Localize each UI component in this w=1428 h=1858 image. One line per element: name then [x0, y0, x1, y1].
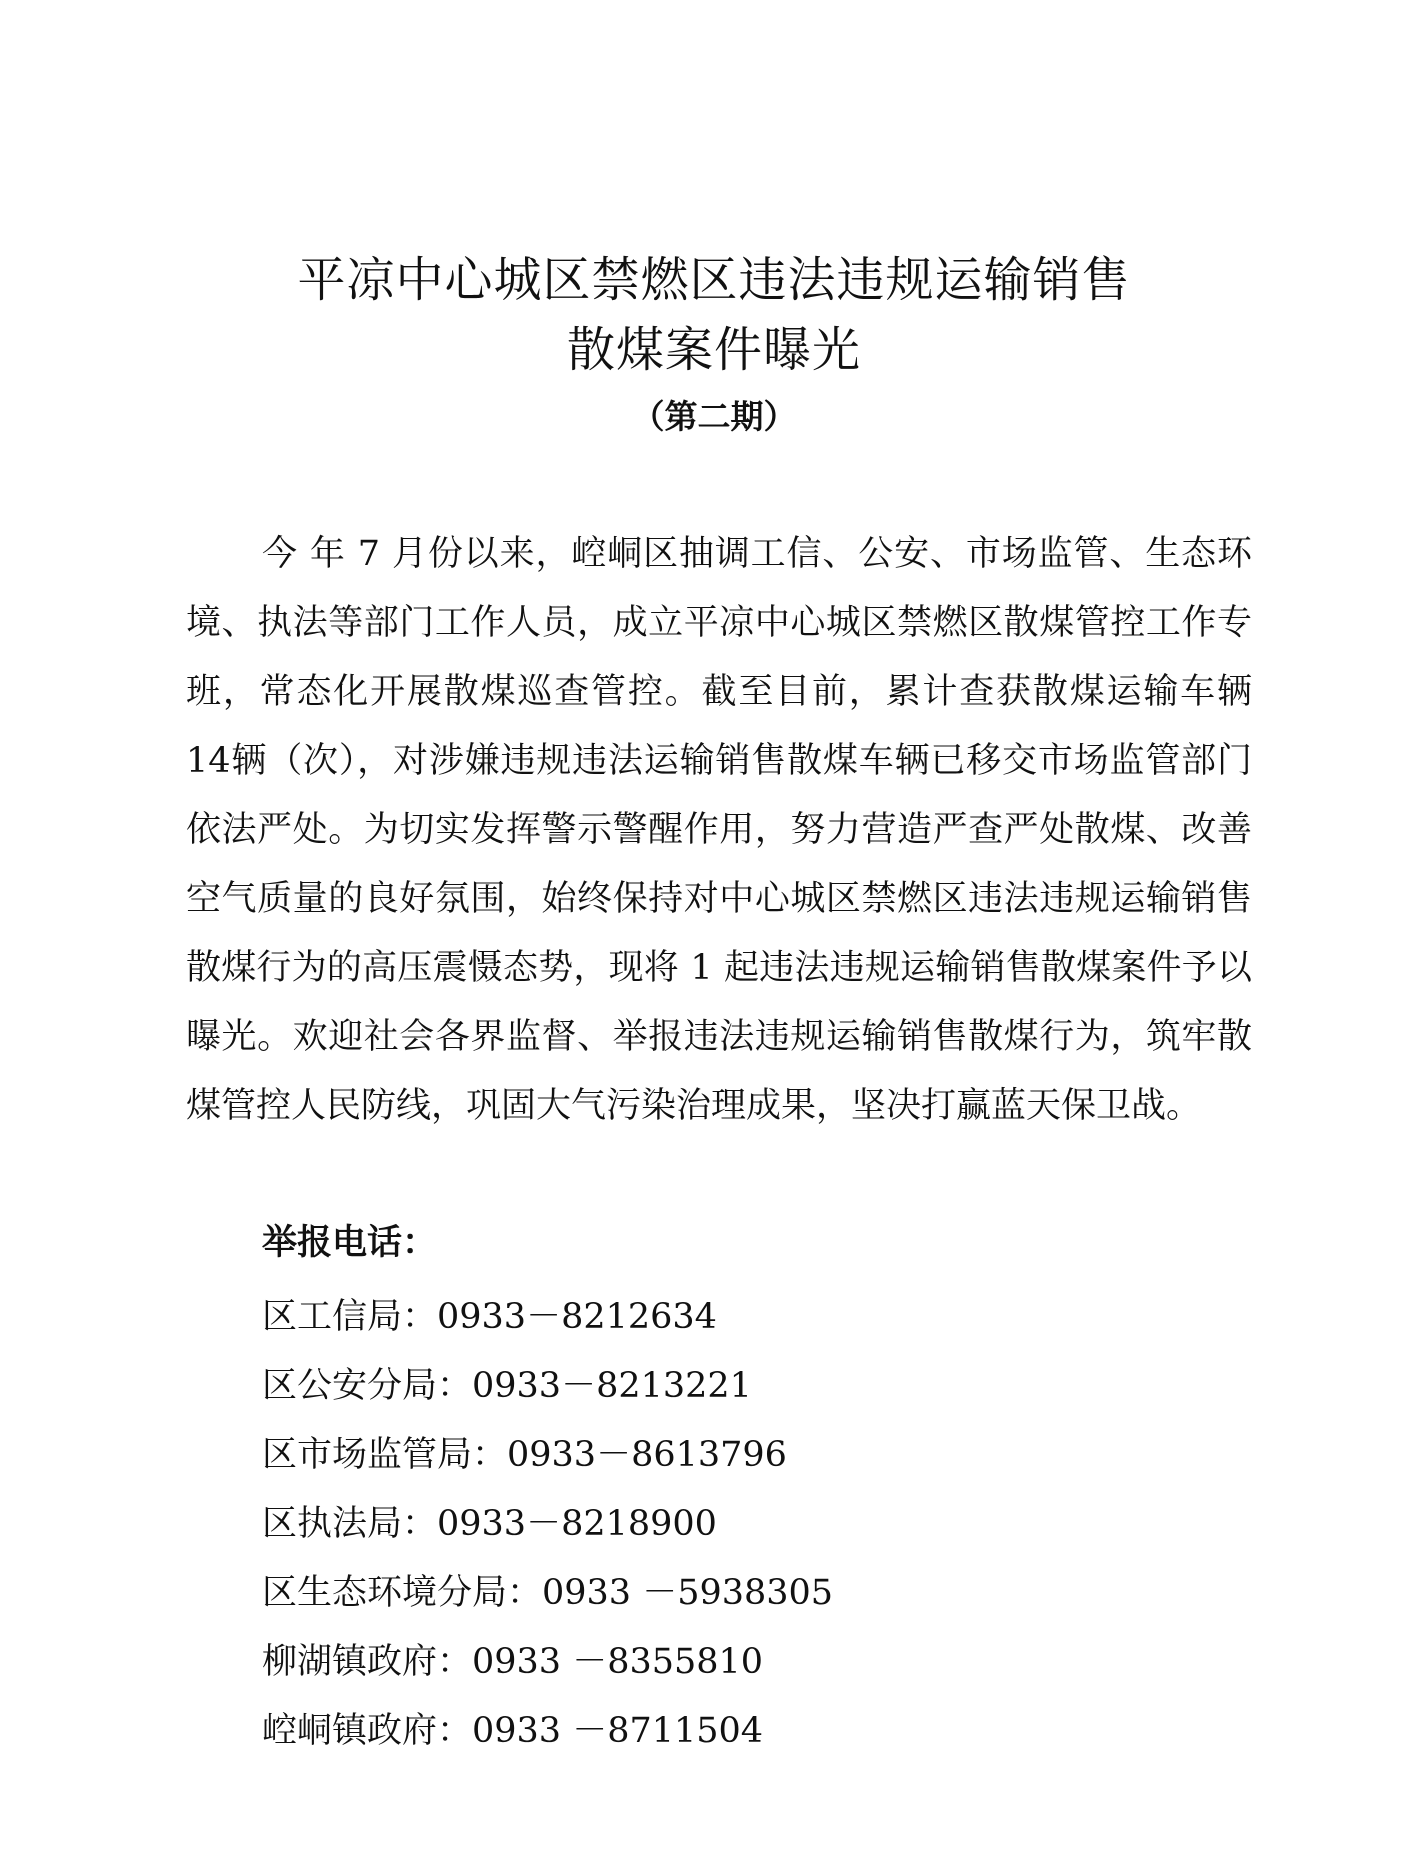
hotline-item: 崆峒镇政府：0933 －8711504 — [262, 1711, 764, 1751]
hotline-item: 区执法局：0933－8218900 — [262, 1504, 717, 1544]
hotline-item: 区工信局：0933－8212634 — [262, 1297, 717, 1337]
hotline-heading: 举报电话： — [262, 1223, 438, 1263]
hotline-item: 区市场监管局：0933－8613796 — [262, 1435, 787, 1475]
body-paragraph: 今 年 7 月份以来，崆峒区抽调工信、公安、市场监管、生态环境、执法等部门工作人员，成立平凉中心城区禁燃区散煤管控工作专班，常态化开展散煤巡查管控。截至目前，累计查获散煤运输车辆 14辆（次），对涉嫌违规违法运输销售散煤车辆已移交市场监管部门依法严处。为切实发挥警示警醒作用，努力营造严查严处散煤、改善空气质量的良好氛围，始终保持对中心城区禁燃区违法违规运输销售散煤行为的高压震慑态势，现将 1 起违法违规运输销售散煤案件予以曝光。欢迎社会各界监督、举报违法违规运输销售散煤行为，筑牢散煤管控人民防线，巩固大气污染治理成果，坚决打赢蓝天保卫战。 — [186, 534, 1252, 1126]
document-title-line2: 散煤案件曝光 — [566, 322, 861, 378]
hotline-list — [262, 1283, 833, 1766]
hotline-item: 区生态环境分局：0933 －5938305 — [262, 1573, 834, 1613]
hotline-item: 区公安分局：0933－8213221 — [262, 1366, 752, 1406]
document-title-line1: 平凉中心城区禁燃区违法违规运输销售 — [297, 252, 1131, 308]
issue-number: （第二期） — [631, 397, 797, 436]
hotline-item: 柳湖镇政府：0933 －8355810 — [262, 1642, 764, 1682]
